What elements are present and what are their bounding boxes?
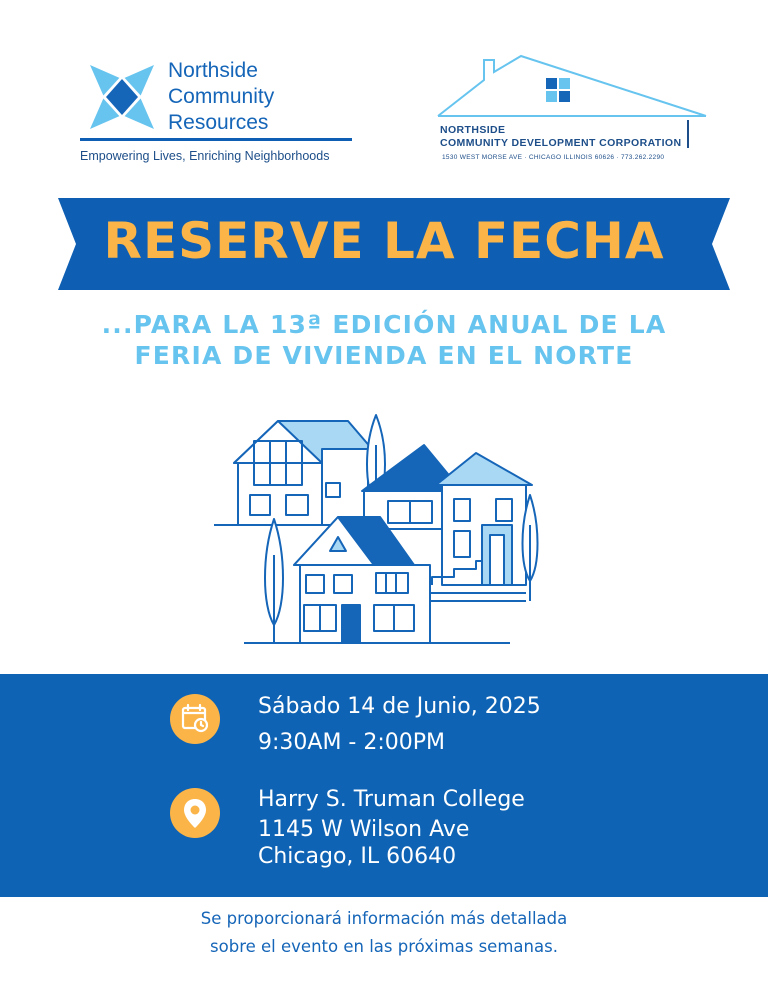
footer-line1: Se proporcionará información más detallada [200,909,568,928]
ncr-name-line1: Northside [168,59,258,82]
ncdc-logo [436,50,711,170]
ncr-tagline: Empowering Lives, Enriching Neighborhoods [80,149,330,163]
ncr-logo [80,58,355,168]
subtitle-line2: FERIA DE VIVIENDA EN EL NORTE [134,341,634,370]
event-street: 1145 W Wilson Ave [258,817,470,842]
subtitle-line1: ...PARA LA 13ª EDICIÓN ANUAL DE LA [101,310,667,339]
map-pin-icon [170,788,220,838]
houses-illustration [214,405,544,650]
event-city: Chicago, IL 60640 [258,844,457,869]
event-venue: Harry S. Truman College [258,787,525,812]
ncdc-name-line1: NORTHSIDE [440,124,506,136]
ncr-name-line2: Community [168,85,275,108]
event-info-panel [0,674,768,897]
ncr-divider [80,138,352,141]
event-time: 9:30AM - 2:00PM [258,730,446,755]
ncr-name-line3: Resources [168,111,269,134]
title-banner [0,198,768,290]
banner-title: RESERVE LA FECHA [103,212,665,270]
ncdc-address: 1530 WEST MORSE AVE · CHICAGO ILLINOIS 60626 · 773.262.2290 [442,154,665,161]
diamond-star-logo-icon [90,63,154,131]
footer-line2: sobre el evento en las próximas semanas. [210,937,558,956]
ncdc-divider [687,120,689,148]
ncdc-name-line2: COMMUNITY DEVELOPMENT CORPORATION [440,137,682,149]
event-date: Sábado 14 de Junio, 2025 [258,694,541,719]
calendar-clock-icon [170,694,220,744]
